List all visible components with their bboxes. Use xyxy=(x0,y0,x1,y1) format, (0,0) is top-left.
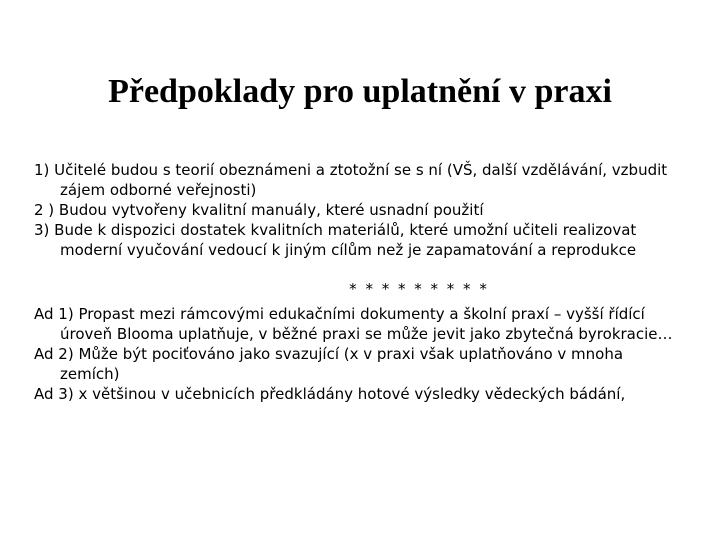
list-item-1: 1) Učitelé budou s teorií obeznámeni a ztotožní se s ní (VŠ, další vzdělávání, vzbudit zájem odborné veřejnosti) xyxy=(34,161,668,199)
ad-item-2: Ad 2) Může být pociťováno jako svazující (x v praxi však uplatňováno v mnoha zemích) xyxy=(34,345,624,383)
ad-item-3: Ad 3) x většinou v učebnicích předkládány hotové výsledky vědeckých bádání, xyxy=(34,385,626,403)
separator-stars: * * * * * * * * * xyxy=(349,280,489,298)
list-item-2: 2 ) Budou vytvořeny kvalitní manuály, které usnadní použití xyxy=(34,201,484,219)
list-item-3: 3) Bude k dispozici dostatek kvalitních materiálů, které umožní učiteli realizovat moderní vyučování vedoucí k jiným cílům než je zapamatování a reprodukce xyxy=(34,221,637,259)
ad-item-1: Ad 1) Propast mezi rámcovými edukačními dokumenty a školní praxí – vyšší řídící úroveň Blooma uplatňuje, v běžné praxi se může jevit jako zbytečná byrokracie… xyxy=(34,305,673,343)
slide-body xyxy=(34,160,686,404)
slide-title: Předpoklady pro uplatnění v praxi xyxy=(108,73,612,110)
